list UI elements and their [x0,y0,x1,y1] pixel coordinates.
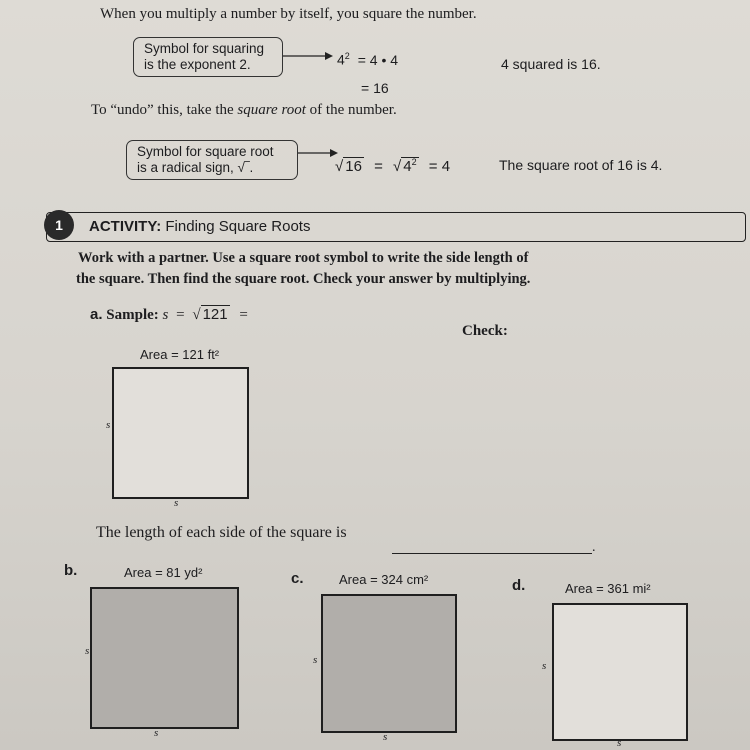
instructions-line2: the square. Then find the square root. Check your answer by multiplying. [76,271,531,287]
undo-sentence [91,102,397,119]
square-result: = 16 [361,80,389,96]
root-result: = 4 [428,158,451,175]
radical-icon: √ [335,158,344,175]
sample-square [112,367,249,499]
sample-side-left: s [106,419,111,431]
square-sentence: When you multiply a number by itself, you square the number. [100,6,477,22]
square-rhs: = 4 • 4 [357,51,399,68]
activity-label: ACTIVITY: [89,218,162,235]
square-equation [337,51,398,68]
sample-line [90,306,248,324]
instructions-line1: Work with a partner. Use a square root symbol to write the side length of [78,250,529,266]
root-note: The square root of 16 is 4. [499,157,663,173]
activity-title: Finding Square Roots [165,218,311,235]
squaring-callout-line2: is the exponent 2. [144,57,251,72]
root-radicand-1: 16 [345,158,362,175]
undo-sentence-post: of the number. [305,102,397,118]
square-exponent: 2 [344,51,350,61]
answer-sentence: The length of each side of the square is [96,524,347,541]
squaring-arrow-icon [283,50,333,62]
root-radicand-2-base: 4 [403,158,412,175]
item-b-square [90,587,239,729]
sample-side-bottom: s [174,497,179,509]
sample-var: s [162,307,169,323]
undo-sentence-em: square root [237,102,306,118]
item-c-area: Area = 324 cm² [339,572,429,587]
item-b-side-left: s [85,645,90,657]
root-eq-sign: = [374,158,383,175]
sample-eq: = [176,307,185,323]
sample-radical-icon: √ [192,307,201,323]
sample-area-label: Area = 121 ft² [140,347,220,362]
item-c-letter: c. [291,570,304,587]
sample-letter: a. [90,306,103,323]
answer-period: . [592,540,596,555]
item-b-letter: b. [64,562,78,579]
squaring-callout-line1: Symbol for squaring [144,41,265,56]
item-d-area: Area = 361 mi² [565,581,651,596]
root-radicand-2-exp: 2 [411,157,417,167]
item-d-side-bottom: s [617,737,622,749]
item-d-square [552,603,688,741]
undo-sentence-pre: To “undo” this, take the [91,102,238,118]
item-c-square [321,594,457,733]
root-callout-line2: is a radical sign, √‾. [137,160,254,175]
root-radicand-2 [401,157,418,175]
item-c-side-bottom: s [383,731,388,743]
item-d-letter: d. [512,577,526,594]
item-b-area: Area = 81 yd² [124,565,203,580]
sample-label: Sample: [106,307,159,323]
root-arrow-icon [298,147,338,159]
radical-icon-2: √ [393,158,402,175]
activity-number-badge: 1 [44,210,74,240]
root-callout-line1: Symbol for square root [137,144,274,159]
item-d-side-left: s [542,660,547,672]
root-equation [335,157,450,175]
check-label: Check: [462,323,508,339]
sample-trail: = [239,307,248,323]
squaring-callout [133,37,283,77]
item-b-side-bottom: s [154,727,159,739]
activity-heading [89,218,310,235]
answer-blank[interactable] [392,553,592,554]
root-callout [126,140,298,180]
square-note: 4 squared is 16. [501,56,601,72]
item-c-side-left: s [313,654,318,666]
square-base: 4 [337,51,345,68]
sample-radicand: 121 [202,306,228,323]
